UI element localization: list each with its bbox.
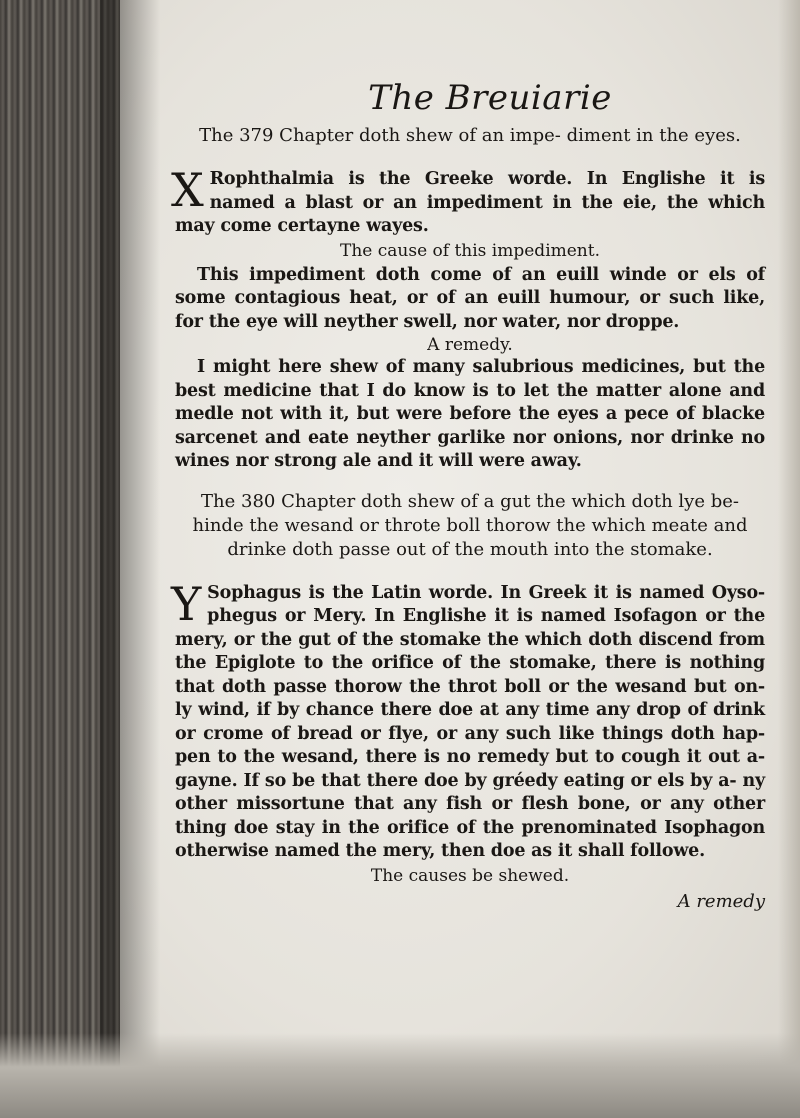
chapter-380-paragraph-1	[171, 576, 765, 864]
catchword: A remedy	[677, 890, 765, 912]
chapter-379-subhead: The cause of this impediment.	[339, 240, 600, 261]
chapter-379-remedy-label: A remedy.	[427, 335, 513, 355]
chapter-379-paragraph-3: I might here shew of many salubrious medicines, but the best medicine that I do know is to let the matter alone and medle not with it, but were before the eyes a pece of blacke sarcenet and eate neyther garlike nor onions, nor drinke no wines nor strong ale and it will were away.	[175, 357, 765, 471]
chapter-380-subhead: The causes be shewed.	[370, 865, 570, 886]
page-content	[171, 78, 765, 912]
chapter-380-caption: The 380 Chapter doth shew of a gut the which doth lye be- hinde the wesand or throte boll thorow the which meate and drinke doth passe out of the mouth into the stomake.	[192, 490, 748, 560]
chapter-380-text-1: Sophagus is the Latin worde. In Greek it is named Oyso- phegus or Mery. In Englishe it is named Isofagon or the mery, or the gut of the stomake the which doth discend from the Epiglote to the orifice of the stomake, there is nothing that doth passe thorow the throt boll or the wesand but on- ly wind, if by chance there doe at any time any drop of drink or crome of bread or flye, or any such like things doth hap- pen to the wesand, there is no remedy but to cough it out a- gayne. If so be that there doe by gréedy eating or els by a- ny other missortune that any fish or flesh bone, or any other thing doe stay in the orifice of the prenominated Isophagon otherwise named the mery, then doe as it shall followe.	[175, 582, 765, 861]
dropcap-y: Y	[171, 576, 202, 631]
page-edge	[778, 0, 800, 1118]
chapter-379-paragraph-1	[171, 163, 765, 239]
chapter-379-text-1: Rophthalmia is the Greeke worde. In Englishe it is named a blast or an impediment in the eie, the which may come certayne wayes.	[175, 169, 765, 236]
chapter-379-paragraph-2: This impediment doth come of an euill winde or els of some contagious heat, or of an euill humour, or such like, for the eye will neyther swell, nor water, nor droppe.	[175, 264, 765, 332]
dropcap-x: X	[171, 163, 204, 217]
running-head: The Breuiarie	[368, 78, 612, 118]
gutter-shadow	[100, 0, 160, 1118]
page-bottom-shadow	[0, 1033, 800, 1118]
chapter-379-caption: The 379 Chapter doth shew of an impe- diment in the eyes.	[199, 125, 741, 146]
